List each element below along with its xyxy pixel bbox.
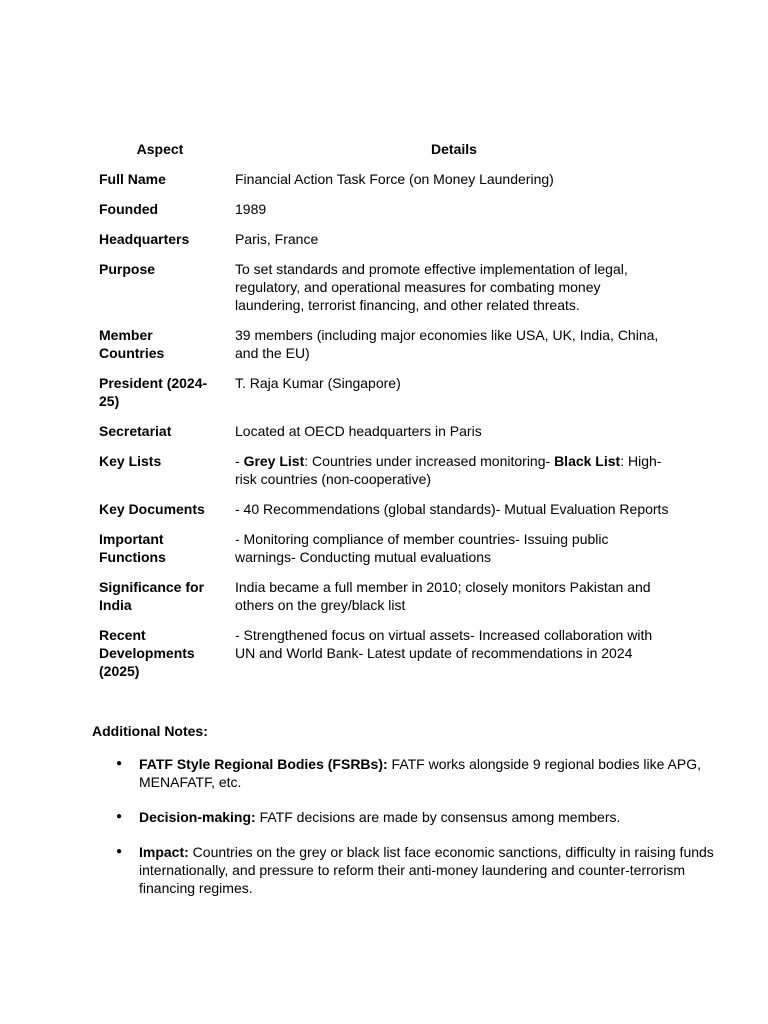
row-details-secretariat: Located at OECD headquarters in Paris [235,423,482,439]
list-item [139,755,729,791]
note-label: Decision-making: [139,809,256,825]
header-details: Details [431,141,477,157]
table-row [92,417,680,447]
list-item [139,843,729,897]
row-aspect-president: President (2024-25) [99,375,208,409]
row-details-key-lists [228,447,680,495]
note-label: FATF Style Regional Bodies (FSRBs): [139,756,388,772]
row-aspect-founded: Founded [99,201,159,217]
table-header-row [92,135,680,165]
row-aspect-headquarters: Headquarters [99,231,190,247]
table-row [92,195,680,225]
row-details-headquarters: Paris, France [235,231,319,247]
table-row [92,255,680,321]
row-details-founded: 1989 [235,201,267,217]
note-text: Countries on the grey or black list face economic sanctions, difficulty in raising funds internationally, and pressure to reform their anti-money laundering and counter-terrorism financing regimes. [139,844,714,896]
table-row [92,495,680,525]
black-list-label: Black List [554,453,621,469]
list-item [139,808,729,826]
notes-heading: Additional Notes: [92,723,208,739]
row-details-president: T. Raja Kumar (Singapore) [235,375,401,391]
note-text: FATF works alongside 9 regional bodies like APG, MENAFATF, etc. [139,756,701,790]
grey-list-text: : Countries under increased monitoring- [304,453,555,469]
grey-list-label: Grey List [243,453,305,469]
table-row [92,525,680,573]
row-aspect-purpose: Purpose [99,261,156,277]
row-details-member-countries: 39 members (including major economies like USA, UK, India, China, and the EU) [235,327,659,361]
notes-list [92,755,729,914]
fatf-facts-table [92,135,680,687]
black-list-text: : High-risk countries (non-cooperative) [235,453,662,487]
table-row [92,225,680,255]
row-aspect-member-countries: Member Countries [99,327,165,361]
table-row [92,447,680,495]
row-details-full-name: Financial Action Task Force (on Money Laundering) [235,171,554,187]
row-aspect-key-lists: Key Lists [99,453,162,469]
note-text: FATF decisions are made by consensus among members. [255,809,621,825]
table-row [92,621,680,687]
table-row [92,165,680,195]
row-aspect-full-name: Full Name [99,171,166,187]
header-aspect: Aspect [136,141,184,157]
row-aspect-key-documents: Key Documents [99,501,205,517]
key-lists-prefix: - [235,453,244,469]
row-details-key-documents: - 40 Recommendations (global standards)- Mutual Evaluation Reports [235,501,669,517]
row-aspect-secretariat: Secretariat [99,423,172,439]
row-details-important-functions: - Monitoring compliance of member countries- Issuing public warnings- Conducting mutual evaluations [235,531,609,565]
row-details-purpose: To set standards and promote effective implementation of legal, regulatory, and operational measures for combating money laundering, terrorist financing, and other related threats. [235,261,628,313]
row-details-significance: India became a full member in 2010; closely monitors Pakistan and others on the grey/black list [235,579,651,613]
table-row [92,573,680,621]
table-row [92,369,680,417]
table-row [92,321,680,369]
row-details-recent: - Strengthened focus on virtual assets- Increased collaboration with UN and World Bank- Latest update of recommendations in 2024 [235,627,653,661]
row-aspect-significance: Significance for India [99,579,205,613]
row-aspect-recent: Recent Developments (2025) [99,627,195,679]
row-aspect-important-functions: Important Functions [99,531,166,565]
note-label: Impact: [139,844,189,860]
